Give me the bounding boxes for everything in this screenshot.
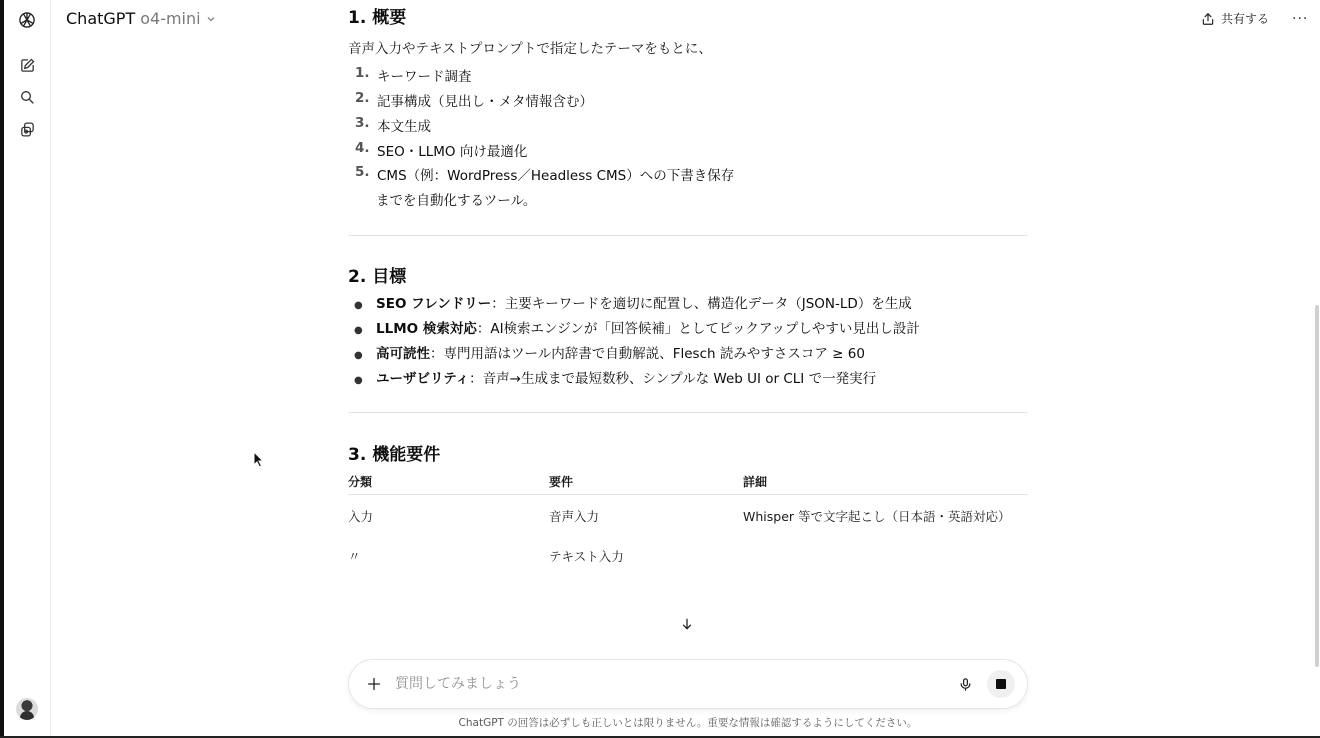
bullet-icon: ● <box>354 350 363 361</box>
section-heading-overview: 1. 概要 <box>348 8 407 28</box>
table-cell: 入力 <box>348 509 374 524</box>
column-header: 詳細 <box>743 475 768 489</box>
search-icon[interactable] <box>15 85 39 109</box>
share-label: 共有する <box>1221 12 1270 26</box>
disclaimer: ChatGPT の回答は必ずしも正しいとは限りません。重要な情報は確認するようにしてください。 <box>458 717 918 729</box>
list-item: ● LLMO 検索対応 ：AI検索エンジンが「回答候補」としてピックアップしやすい見出し設計 <box>354 321 920 337</box>
list-item: 2. 記事構成（見出し・メタ情報含む） <box>355 90 593 110</box>
share-icon <box>1201 12 1215 26</box>
model-name: o4-mini <box>140 9 201 28</box>
stop-button[interactable] <box>987 670 1015 698</box>
stop-icon <box>996 679 1006 689</box>
scrollbar[interactable] <box>1315 305 1319 667</box>
share-button[interactable] <box>1201 10 1269 27</box>
arrow-down-icon <box>680 617 694 631</box>
section-heading-requirements: 3. 機能要件 <box>348 445 441 465</box>
plus-icon <box>366 676 382 692</box>
attach-button[interactable] <box>363 673 385 695</box>
list-item: ● 高可読性 ：専門用語はツール内辞書で自動解説、Flesch 読みやすさスコア ≥ 60 <box>354 346 865 362</box>
column-header: 分類 <box>348 475 373 489</box>
table-cell: Whisper 等で文字起こし（日本語・英語対応） <box>743 509 1011 524</box>
divider <box>348 235 1028 236</box>
list-item: 1. キーワード調査 <box>355 65 472 85</box>
list-item: 4. SEO・LLMO 向け最適化 <box>355 140 528 160</box>
table-cell: テキスト入力 <box>549 549 624 564</box>
prompt-input[interactable] <box>395 672 935 696</box>
user-avatar[interactable] <box>16 698 38 720</box>
table-cell: 〃 <box>348 549 361 564</box>
bullet-icon: ● <box>354 325 363 336</box>
new-chat-icon[interactable] <box>15 53 39 77</box>
table-cell: 音声入力 <box>549 509 600 524</box>
microphone-icon <box>958 677 973 692</box>
scroll-to-bottom-button[interactable] <box>672 609 702 639</box>
divider <box>348 412 1028 413</box>
section-heading-goals: 2. 目標 <box>348 267 407 287</box>
composer <box>348 659 1028 709</box>
chevron-down-icon <box>206 14 216 24</box>
overview-intro: 音声入力やテキストプロンプトで指定したテーマをもとに、 <box>348 41 712 57</box>
column-header: 要件 <box>549 475 574 489</box>
table-header <box>348 473 1028 495</box>
library-icon[interactable] <box>15 117 39 141</box>
list-item: 3. 本文生成 <box>355 115 431 135</box>
model-selector[interactable] <box>66 9 216 28</box>
list-item: 5. CMS（例：WordPress／Headless CMS）への下書き保存 <box>355 164 735 184</box>
list-item: ● SEO フレンドリー ：主要キーワードを適切に配置し、構造化データ（JSON-LD）を生成 <box>354 296 912 312</box>
bullet-icon: ● <box>354 375 363 386</box>
list-item: ● ユーザビリティ ：音声→生成まで最短数秒、シンプルな Web UI or CLI で一発実行 <box>354 371 877 387</box>
bullet-icon: ● <box>354 300 363 311</box>
voice-input-button[interactable] <box>955 674 975 694</box>
app-name: ChatGPT <box>66 9 136 28</box>
openai-logo-icon[interactable] <box>15 8 39 32</box>
overview-continuation: までを自動化するツール。 <box>376 193 537 209</box>
more-options-icon[interactable]: ··· <box>1292 11 1309 27</box>
mouse-cursor-icon <box>253 451 265 468</box>
sidebar-rail <box>4 0 51 736</box>
